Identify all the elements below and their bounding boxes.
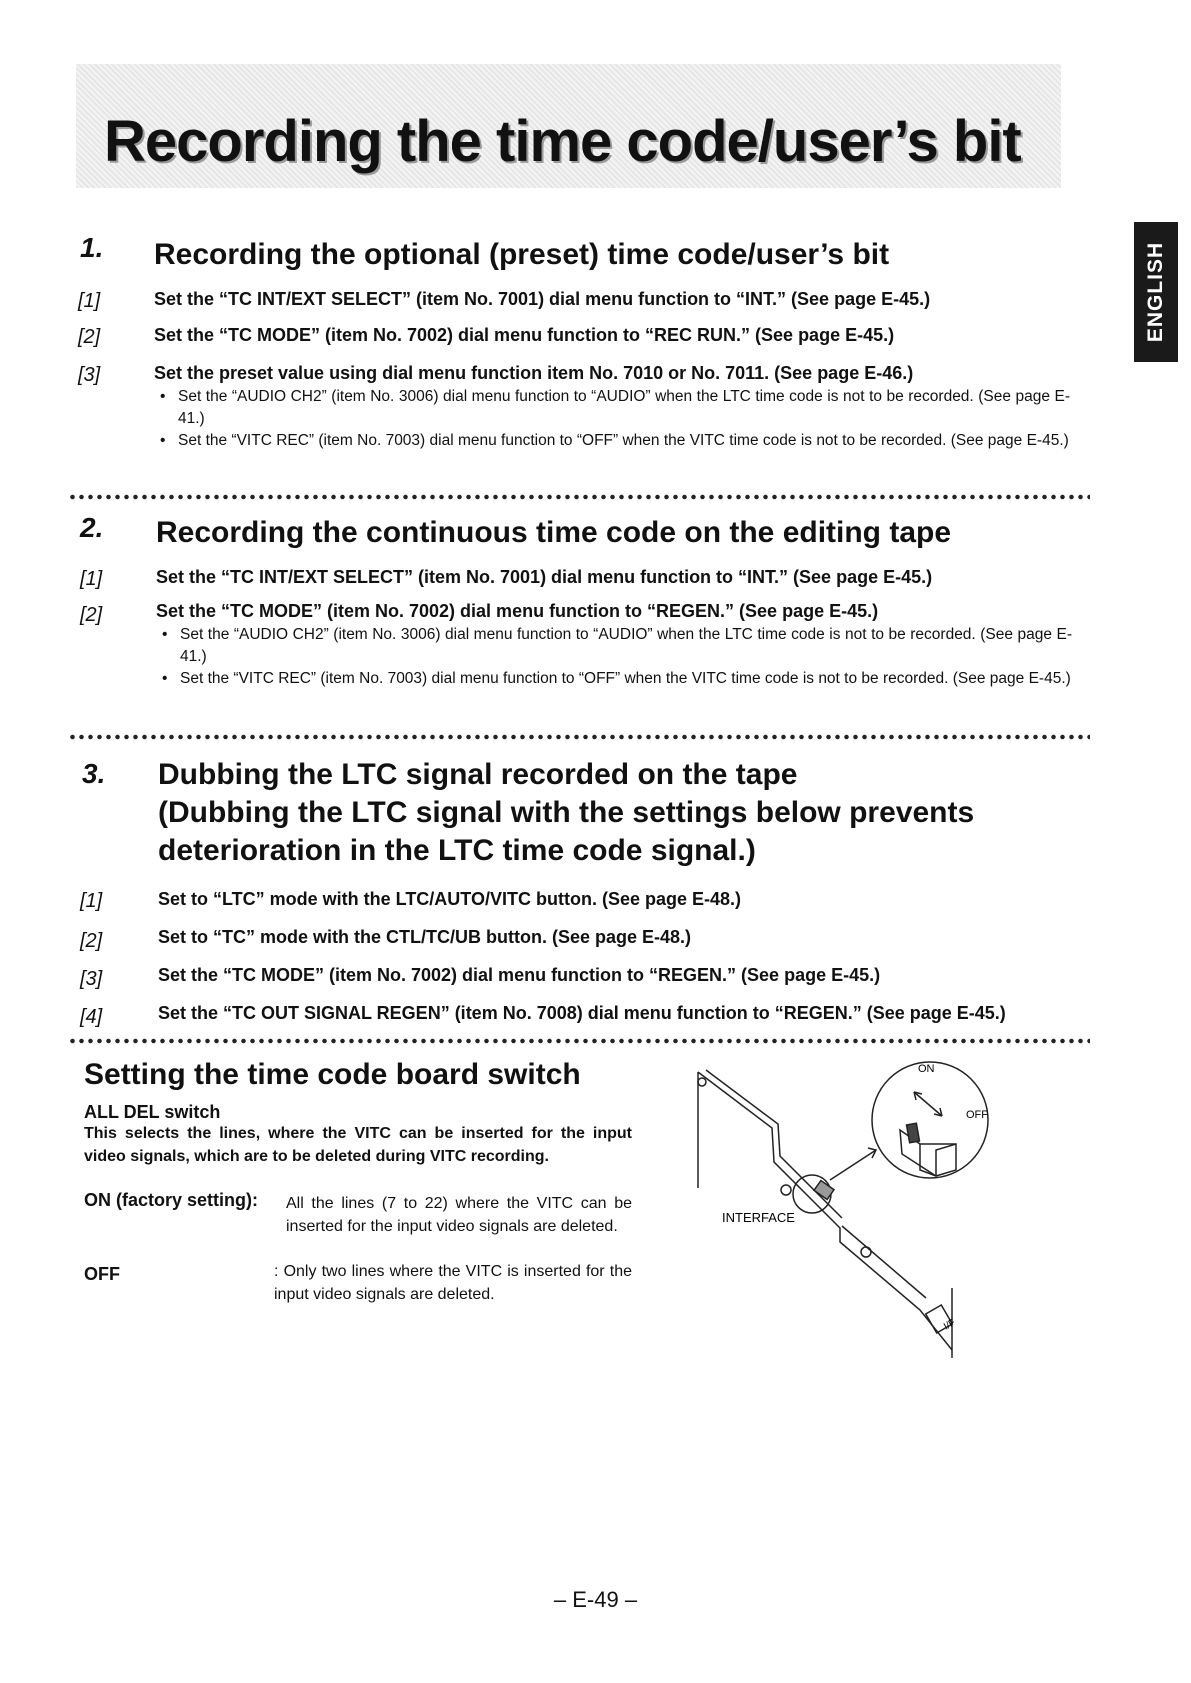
bullet-dot: • — [160, 388, 166, 405]
section-3-step-2-number: [2] — [80, 930, 103, 952]
screw-icon — [781, 1185, 791, 1195]
switch-name: ALL DEL switch — [84, 1102, 221, 1122]
language-tab — [1134, 222, 1178, 362]
option-on-label: ON (factory setting): — [84, 1190, 259, 1210]
section-1-bullet-1-text: Set the “AUDIO CH2” (item No. 3006) dial menu function to “AUDIO” when the LTC time code is not to be recorded. (See page E-41.) — [178, 388, 1070, 427]
section-3-title-line-3: deterioration in the LTC time code signal.) — [158, 834, 756, 867]
section-1-step-3: Set the preset value using dial menu function item No. 7010 or No. 7011. (See page E-46.) — [154, 363, 914, 383]
section-2-step-2: Set the “TC MODE” (item No. 7002) dial menu function to “REGEN.” (See page E-45.) — [156, 601, 879, 621]
option-on-text: All the lines (7 to 22) where the VITC can be inserted for the input video signals are deleted. — [286, 1195, 632, 1235]
section-2-bullet-1-text: Set the “AUDIO CH2” (item No. 3006) dial menu function to “AUDIO” when the LTC time code is not to be recorded. (See page E-41.) — [180, 626, 1072, 665]
section-1-step-2-number: [2] — [78, 326, 101, 348]
section-3-step-1-number: [1] — [80, 890, 103, 912]
section-1-step-3-number: [3] — [78, 364, 101, 386]
bullet-dot: • — [162, 626, 168, 643]
section-3-step-3-number: [3] — [80, 968, 103, 990]
switch-description: This selects the lines, where the VITC can be inserted for the input video signals, which are to be deleted during VITC recording. — [84, 1125, 632, 1165]
switch-lever — [907, 1123, 920, 1142]
section-3-title — [158, 756, 974, 870]
page-number: – E-49 – — [553, 1587, 638, 1612]
bullet-dot: • — [160, 432, 166, 449]
dotted-separator — [68, 1038, 1090, 1044]
option-off-text: : Only two lines where the VITC is inserted for the input video signals are deleted. — [274, 1263, 632, 1303]
board-switch-title: Setting the time code board switch — [84, 1058, 581, 1091]
section-3-title-line-2: (Dubbing the LTC signal with the settings below prevents — [158, 796, 975, 829]
dotted-separator — [68, 734, 1090, 740]
section-2-bullet-2-text: Set the “VITC REC” (item No. 7003) dial menu function to “OFF” when the VITC time code is not to be recorded. (See page E-45.) — [180, 670, 1071, 687]
callout-line — [830, 1150, 876, 1180]
screw-icon — [861, 1247, 871, 1257]
section-2-step-2-number: [2] — [80, 604, 103, 626]
section-1-step-2: Set the “TC MODE” (item No. 7002) dial menu function to “REC RUN.” (See page E-45.) — [154, 325, 895, 345]
section-2-number: 2. — [80, 512, 104, 543]
section-1-bullet-1 — [160, 386, 1070, 430]
section-2-bullet-2 — [162, 668, 1072, 690]
dotted-separator — [68, 494, 1090, 500]
section-1-title: Recording the optional (preset) time code/user’s bit — [154, 238, 890, 271]
bullet-dot: • — [162, 670, 168, 687]
section-2-step-1-number: [1] — [80, 568, 103, 590]
section-1-bullet-2-text: Set the “VITC REC” (item No. 7003) dial menu function to “OFF” when the VITC time code is not to be recorded. (See page E-45.) — [178, 432, 1069, 449]
section-3-step-4-number: [4] — [80, 1006, 103, 1028]
section-2-title: Recording the continuous time code on the editing tape — [156, 516, 952, 549]
board-edge-lower — [842, 1226, 926, 1298]
section-2-step-1: Set the “TC INT/EXT SELECT” (item No. 7001) dial menu function to “INT.” (See page E-45.) — [156, 567, 933, 587]
section-3-step-4: Set the “TC OUT SIGNAL REGEN” (item No. 7008) dial menu function to “REGEN.” (See page E-45.) — [158, 1003, 1006, 1023]
language-tab-label: ENGLISH — [1144, 241, 1167, 343]
off-label: OFF — [966, 1109, 988, 1121]
section-3-title-line-1: Dubbing the LTC signal recorded on the tape — [158, 758, 798, 791]
section-1-step-1-number: [1] — [78, 290, 101, 312]
section-1-step-1: Set the “TC INT/EXT SELECT” (item No. 7001) dial menu function to “INT.” (See page E-45.) — [154, 289, 931, 309]
option-off-label: OFF — [84, 1264, 120, 1284]
section-3-number: 3. — [82, 758, 106, 789]
connector-label: I/F — [942, 1317, 958, 1333]
section-1-number: 1. — [80, 232, 104, 263]
time-code-board-diagram — [690, 1058, 1010, 1358]
section-3-step-3: Set the “TC MODE” (item No. 7002) dial menu function to “REGEN.” (See page E-45.) — [158, 965, 881, 985]
section-2-bullet-1 — [162, 624, 1072, 668]
page-title: Recording the time code/user’s bit — [104, 109, 1021, 174]
interface-label: INTERFACE — [722, 1210, 795, 1225]
section-3-step-2: Set to “TC” mode with the CTL/TC/UB button. (See page E-48.) — [158, 927, 692, 947]
screw-icon — [698, 1078, 706, 1086]
section-1-bullet-2 — [160, 430, 1070, 452]
section-3-step-1: Set to “LTC” mode with the LTC/AUTO/VITC button. (See page E-48.) — [158, 889, 742, 909]
on-label: ON — [918, 1063, 935, 1075]
